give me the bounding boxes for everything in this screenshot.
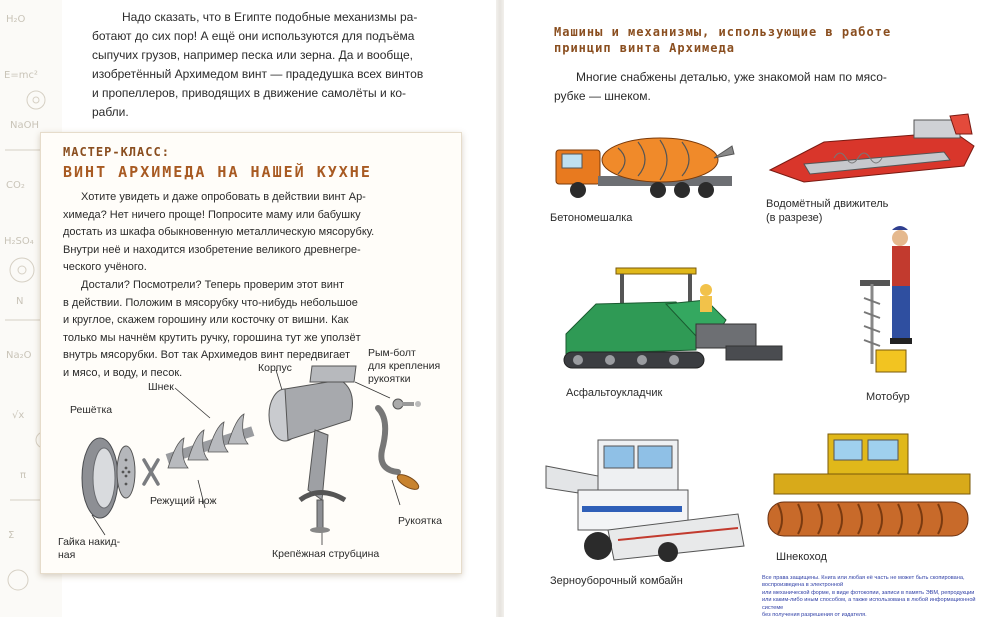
text-line: рубке — шнеком. [554,89,651,103]
text-line: рабли. [92,105,129,119]
label-gaika [58,536,120,562]
label-line: (в разрезе) [766,212,823,224]
label-strubcina: Крепёжная струбцина [272,548,380,560]
label-korpus: Корпус [258,362,292,374]
doodle-formula: H₂SO₄ [4,236,34,247]
combine-illustration [538,436,748,570]
doodle-formula: E=mc² [4,70,38,81]
label-water-jet [766,197,888,225]
master-class-title: ВИНТ АРХИМЕДА НА НАШЕЙ КУХНЕ [63,163,372,181]
text-line: Хотите увидеть и даже опробовать в действии винт Ар- [81,191,366,203]
text-line: и пропеллеров, приводящих в движение самолёты и ко- [92,86,407,100]
copyright-line: Все права защищены. Книга или любая её часть не может быть скопирована, воспроизведена в электронной [762,575,965,589]
label-shnek: Шнек [148,381,174,393]
label-line: Рым-болт [368,347,416,359]
copyright-line: или каким-либо иным способом, а также использована в любой информационной системе [762,597,976,611]
doodle-formula: π [20,470,27,481]
copyright-line: или механической форме, в виде фотокопии, записи в память ЭВМ, репродукции [762,589,975,596]
text-line: только мы начнём крутить ручку, горошина тут же уползёт [63,331,361,344]
doodle-formula: NaOH [10,120,39,131]
master-class-label: МАСТЕР-КЛАСС: [63,145,170,159]
nut-icon [82,438,118,518]
copyright-notice [762,575,992,619]
label-nozh: Режущий нож [150,495,217,507]
grinder-body-icon [269,366,356,533]
doodle-formula: Σ [8,530,15,541]
text-line: Многие снабжены деталью, уже знакомой нам по мясо- [576,70,887,84]
copyright-line: без получения разрешения от издателя. [762,612,867,619]
text-line: химеда? Нет ничего проще! Попросите маму или бабушку [63,208,361,221]
label-ruchka: Рукоятка [398,515,442,527]
screw-icon [166,414,255,468]
bolt-icon [393,399,421,409]
text-line: внутрь мясорубки. Вот так Архимедов винт передвигает [63,349,350,362]
water-jet-illustration [764,112,984,197]
heading-line: принцип винта Архимеда [554,41,735,55]
heading-line: Машины и механизмы, использующие в работе [554,25,892,39]
label-rym-bolt [368,347,440,386]
label-paver: Асфальтоукладчик [566,387,663,399]
concrete-mixer-illustration [548,128,738,208]
right-heading [554,24,934,56]
text-line: в действии. Положим в мясорубку что-нибудь небольшое [63,296,358,309]
label-line: рукоятки [368,373,411,385]
text-line: и мясо, и воду, и песок. [63,366,183,379]
doodle-formula: Na₂O [6,350,32,361]
doodle-formula: CO₂ [6,180,25,191]
paver-illustration [556,254,788,384]
text-line: ботают до сих пор! А ещё они используются для подъёма [92,29,415,43]
label-line: Гайка накид- [58,536,121,548]
text-line: сыпучих грузов, например песка или зерна. Да и вообще, [92,48,414,62]
label-line: ная [58,549,76,561]
text-line: изобретённый Архимедом винт — прадедушка всех винтов [92,67,424,81]
label-line: для крепления [368,360,441,372]
label-auger: Мотобур [866,391,910,403]
text-line: Внутри неё и находится изобретение великого древнегре- [63,243,361,256]
doodle-formula: H₂O [6,14,26,25]
label-combine: Зерноуборочный комбайн [550,575,683,587]
text-line: достать из шкафа обыкновенную металлическую мясорубку. [63,226,375,239]
label-screw: Шнекоход [776,551,827,563]
handle-icon [378,408,421,492]
text-line: и круглое, скажем горошину или косточку от вишни. Как [63,314,349,327]
doodle-formula: N [16,296,24,307]
label-reshetka: Решётка [70,404,113,416]
label-mixer: Бетономешалка [550,212,633,224]
text-line: Достали? Посмотрели? Теперь проверим этот винт [81,278,345,291]
screw-vehicle-illustration [758,428,986,548]
intro-paragraph [92,8,448,122]
text-line: ческого учёного. [63,261,147,274]
label-line: Водомётный движитель [766,198,889,210]
doodle-formula: √x [12,410,25,421]
text-line: Надо сказать, что в Египте подобные механизмы ра- [122,10,418,24]
auger-illustration [846,224,926,384]
right-intro [554,68,934,106]
book-gutter [496,0,504,617]
